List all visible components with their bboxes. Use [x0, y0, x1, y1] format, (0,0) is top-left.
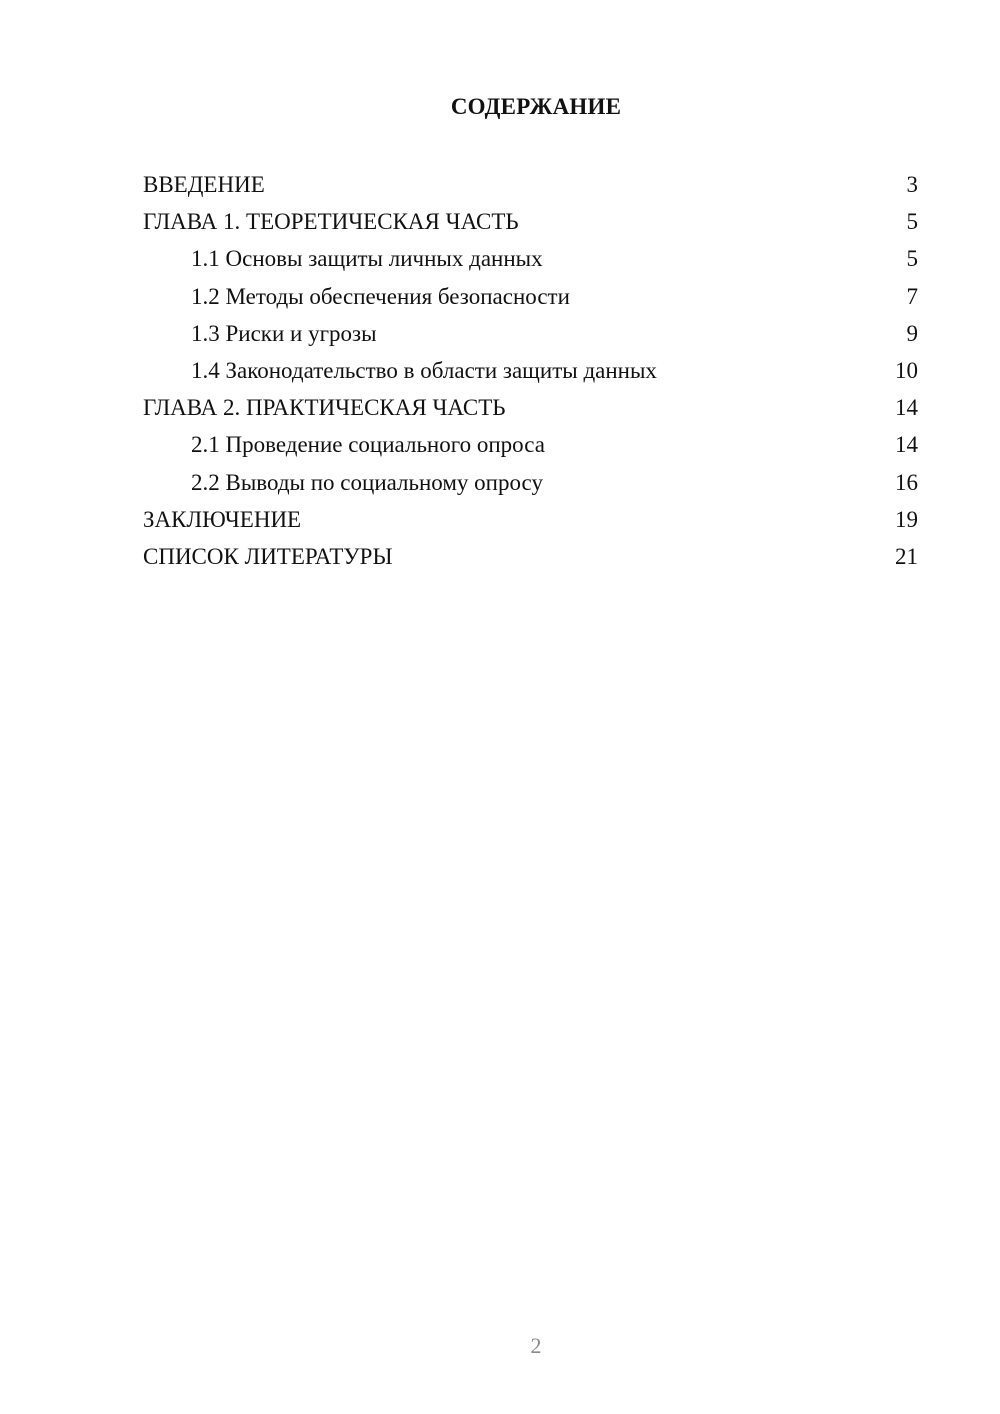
table-of-contents [143, 166, 918, 575]
toc-entry-label: СПИСОК ЛИТЕРАТУРЫ [143, 543, 393, 569]
toc-entry-section-1-1[interactable] [143, 240, 918, 277]
toc-entry-page: 3 [906, 172, 918, 197]
toc-entry-chapter-1[interactable] [143, 203, 918, 240]
toc-entry-chapter-2[interactable] [143, 389, 918, 426]
toc-entry-page: 19 [895, 506, 918, 532]
toc-entry-page: 9 [906, 320, 918, 346]
toc-entry-page: 5 [906, 209, 918, 235]
page-number: 2 [530, 1333, 542, 1358]
toc-entry-page: 21 [895, 543, 918, 569]
toc-entry-section-2-2[interactable] [143, 464, 918, 501]
toc-entry-section-1-2[interactable] [143, 278, 918, 315]
toc-entry-label: 1.2 Методы обеспечения безопасности [191, 283, 570, 309]
toc-entry-page: 10 [895, 357, 918, 383]
toc-entry-label: ЗАКЛЮЧЕНИЕ [143, 506, 302, 532]
toc-entry-page: 16 [895, 469, 918, 495]
toc-entry-label: 1.1 Основы защиты личных данных [191, 246, 543, 272]
toc-entry-section-1-3[interactable] [143, 315, 918, 352]
toc-entry-label: 1.4 Законодательство в области защиты данных [191, 357, 657, 383]
toc-entry-label: ГЛАВА 1. ТЕОРЕТИЧЕСКАЯ ЧАСТЬ [143, 209, 519, 235]
toc-entry-page: 7 [906, 283, 918, 309]
page-title: СОДЕРЖАНИЕ [450, 94, 622, 119]
toc-entry-page: 5 [906, 246, 918, 272]
toc-entry-label: 2.1 Проведение социального опроса [191, 432, 545, 458]
toc-entry-section-2-1[interactable] [143, 426, 918, 463]
toc-entry-conclusion[interactable] [143, 501, 918, 538]
toc-entry-section-1-4[interactable] [143, 352, 918, 389]
toc-entry-label: ГЛАВА 2. ПРАКТИЧЕСКАЯ ЧАСТЬ [143, 395, 506, 421]
toc-entry-introduction[interactable] [143, 166, 918, 203]
toc-entry-label: 2.2 Выводы по социальному опросу [191, 469, 543, 495]
toc-entry-page: 14 [895, 395, 918, 421]
toc-entry-label: ВВЕДЕНИЕ [143, 172, 265, 197]
toc-entry-references[interactable] [143, 538, 918, 575]
toc-entry-label: 1.3 Риски и угрозы [191, 320, 377, 346]
toc-entry-page: 14 [895, 432, 918, 458]
